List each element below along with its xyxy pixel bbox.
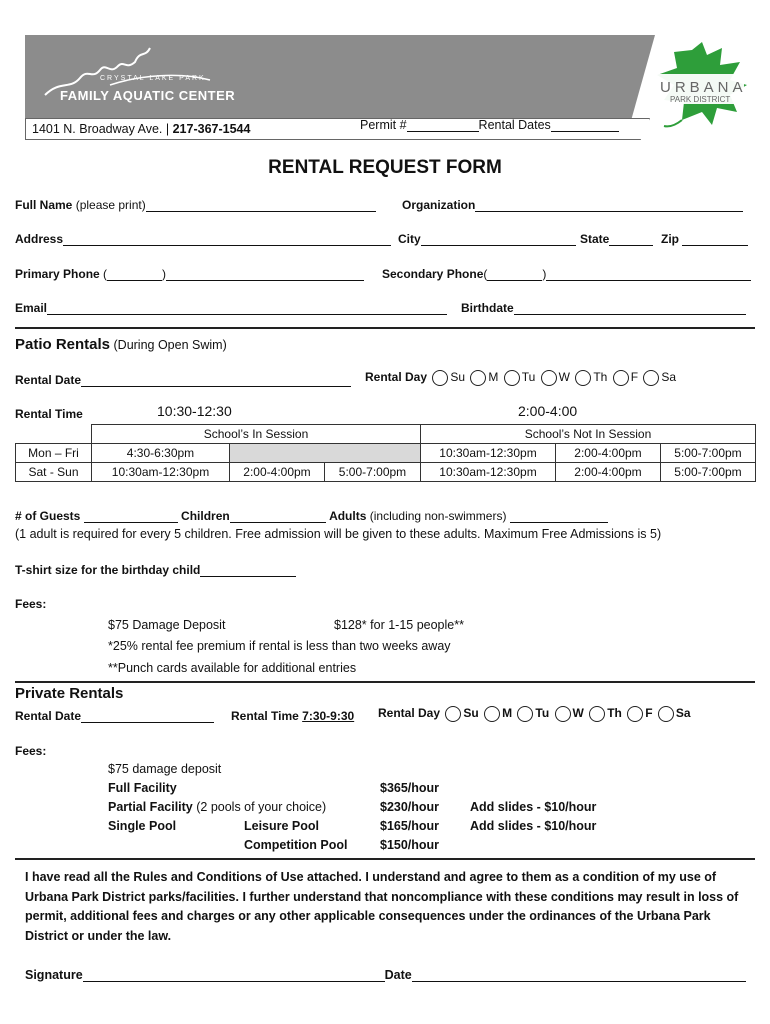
schedule-table [15,424,756,482]
day-label: Su [450,370,466,385]
single-pool-label: Single Pool [108,819,177,833]
day-label: F [630,370,639,385]
time-option-b[interactable]: 2:00-4:00 [518,403,578,419]
logo-small-text: CRYSTAL LAKE PARK [100,75,206,82]
day-label: Tu [535,706,550,721]
slot-cell[interactable]: 2:00-4:00pm [556,444,661,463]
private-rental-day-options [378,706,691,722]
patio-deposit: $75 Damage Deposit [108,618,226,632]
not-in-session-header: School’s Not In Session [421,425,756,444]
day-label: M [488,370,499,385]
day-radio-th[interactable] [575,370,591,386]
day-radio-su[interactable] [432,370,448,386]
day-radio-w[interactable] [555,706,571,722]
slides-addon: Add slides - $10/hour [470,800,597,814]
slot-cell[interactable]: 10:30am-12:30pm [421,444,556,463]
patio-rental-time-label: Rental Time [15,407,83,421]
table-row [16,463,756,482]
partial-facility [108,800,326,814]
state-label: State [580,232,610,246]
primary-phone-field[interactable] [15,267,364,281]
patio-price: $128* for 1-15 people** [334,618,464,632]
day-radio-f[interactable] [627,706,643,722]
day-radio-w[interactable] [541,370,557,386]
private-rental-time-value: 7:30-9:30 [302,709,355,723]
row-day: Sat - Sun [16,463,92,482]
partial-facility-price: $230/hour [380,800,440,814]
adults-label: Adults [329,509,367,523]
organization-field[interactable] [402,198,743,212]
slot-cell[interactable]: 2:00-4:00pm [556,463,661,482]
facility-address: 1401 N. Broadway Ave. | [32,122,173,136]
secondary-paren-close: ) [542,267,547,281]
guests-field[interactable] [15,509,608,523]
private-rental-date-field[interactable] [15,709,214,723]
day-label: Tu [521,370,536,385]
zip-field[interactable] [661,232,748,246]
district-sub: PARK DISTRICT [670,95,731,104]
agreement-text: I have read all the Rules and Conditions of Use attached. I understand and agree to them as a condition of my use of Urbana Park District parks/facilities. I further understand that noncompliance with these conditions may result in loss of permit, additional fees and charges or any other applicable consequences under the ordinances of the Urbana Park District or under the law. [25,870,739,943]
children-label: Children [181,509,230,523]
private-rental-time-label: Rental Time [231,709,299,723]
day-radio-tu[interactable] [517,706,533,722]
zip-label: Zip [661,232,679,246]
permit-field[interactable] [360,118,619,132]
patio-heading-text: Patio Rentals [15,336,111,353]
day-radio-f[interactable] [613,370,629,386]
day-label: Sa [661,370,677,385]
slot-cell[interactable]: 5:00-7:00pm [661,444,756,463]
full-facility-label: Full Facility [108,781,177,795]
private-deposit: $75 damage deposit [108,762,222,776]
rental-dates-label: Rental Dates [478,118,551,132]
table-row [16,444,756,463]
slot-cell[interactable]: 5:00-7:00pm [325,463,421,482]
email-label: Email [15,301,48,315]
table-row [16,425,756,444]
signature-field[interactable] [25,968,746,982]
tshirt-field[interactable] [15,563,296,577]
birthdate-label: Birthdate [461,301,514,315]
day-radio-m[interactable] [470,370,486,386]
leisure-pool-label: Leisure Pool [244,819,320,833]
private-rental-day-label: Rental Day [378,706,441,721]
date-label: Date [384,968,412,982]
form-title: RENTAL REQUEST FORM [268,157,502,178]
primary-paren-close: ) [162,267,167,281]
private-rental-time [231,709,354,723]
day-radio-su[interactable] [445,706,461,722]
full-facility-price: $365/hour [380,781,440,795]
primary-paren-open: ( [103,267,108,281]
row-day: Mon – Fri [16,444,92,463]
patio-punch-note: **Punch cards available for additional entries [108,661,357,675]
private-fees-label: Fees: [15,744,47,758]
slot-cell[interactable]: 10:30am-12:30pm [92,463,230,482]
state-field[interactable] [580,232,653,246]
full-name-field[interactable] [15,198,376,212]
unavailable-cell [230,444,421,463]
time-option-a[interactable]: 10:30-12:30 [157,403,232,419]
slides-addon: Add slides - $10/hour [470,819,597,833]
primary-phone-label: Primary Phone [15,267,100,281]
section-divider [15,858,755,860]
patio-premium-note: *25% rental fee premium if rental is less than two weeks away [108,639,451,653]
day-label: W [558,370,570,385]
day-label: Th [593,370,608,385]
slot-cell[interactable]: 5:00-7:00pm [661,463,756,482]
secondary-phone-label: Secondary Phone [382,267,484,281]
day-label: M [502,706,513,721]
day-radio-th[interactable] [589,706,605,722]
facility-phone: 217-367-1544 [172,122,251,136]
guests-label: # of Guests [15,509,81,523]
district-name: URBANA [660,79,747,96]
permit-label: Permit # [360,118,407,132]
day-radio-m[interactable] [484,706,500,722]
day-label: W [572,706,584,721]
full-name-note: (please print) [72,198,146,212]
patio-fees-label: Fees: [15,597,47,611]
section-divider [15,327,755,329]
day-radio-tu[interactable] [504,370,520,386]
guest-note: (1 adult is required for every 5 children. Free admission will be given to these adults. Maximum Free Admissions is 5) [15,527,662,541]
slot-cell[interactable]: 2:00-4:00pm [230,463,325,482]
city-field[interactable] [398,232,576,246]
patio-heading-note: (During Open Swim) [110,338,227,352]
tshirt-label: T-shirt size for the birthday child [15,563,201,577]
day-label: Su [463,706,479,721]
single-pool-price: $165/hour [380,819,440,833]
organization-label: Organization [402,198,476,212]
patio-rental-day-label: Rental Day [365,370,428,385]
private-rental-date-label: Rental Date [15,709,82,723]
secondary-phone-field[interactable] [382,267,751,281]
patio-rental-day-options [365,370,676,386]
address-label: Address [15,232,64,246]
patio-heading [15,336,227,353]
partial-facility-label: Partial Facility [108,800,193,814]
adults-note: (including non-swimmers) [366,509,507,523]
in-session-header: School’s In Session [92,425,421,444]
patio-rental-date-label: Rental Date [15,373,82,387]
email-field[interactable] [15,301,447,315]
day-radio-sa[interactable] [658,706,674,722]
birthdate-field[interactable] [461,301,746,315]
day-radio-sa[interactable] [643,370,659,386]
slot-cell[interactable]: 10:30am-12:30pm [421,463,556,482]
address-field[interactable] [15,232,391,246]
section-divider [15,681,755,683]
logo-main-text: FAMILY AQUATIC CENTER [60,88,236,103]
full-name-label: Full Name [15,198,73,212]
competition-pool-price: $150/hour [380,838,440,852]
signature-label: Signature [25,968,83,982]
day-label: Th [607,706,622,721]
competition-pool-label: Competition Pool [244,838,348,852]
address-line [32,122,250,136]
city-label: City [398,232,421,246]
day-label: Sa [675,706,691,721]
private-heading: Private Rentals [15,685,124,702]
patio-rental-date-field[interactable] [15,373,351,387]
partial-facility-note: (2 pools of your choice) [192,800,327,814]
secondary-paren-open: ( [483,267,488,281]
slot-cell[interactable]: 4:30-6:30pm [92,444,230,463]
day-label: F [645,706,653,721]
park-district-logo [652,40,752,130]
